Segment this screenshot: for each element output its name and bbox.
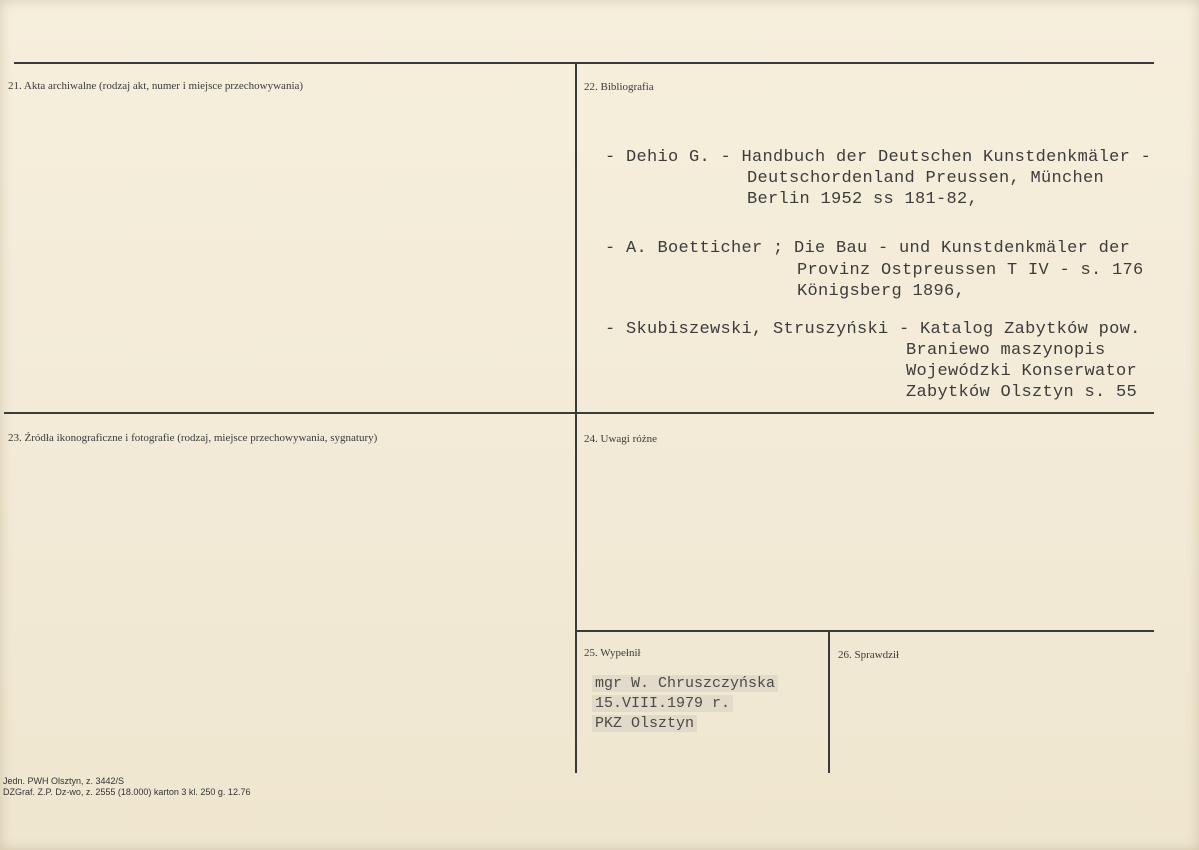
bib-line: Berlin 1952 ss 181-82, — [747, 190, 979, 209]
field-24-label: 24. Uwagi różne — [584, 433, 658, 445]
bib-line: - A. Boetticher ; Die Bau - und Kunstdenkmäler der — [605, 239, 1131, 258]
printer-imprint-line-1: Jedn. PWH Olsztyn, z. 3442/S — [3, 776, 125, 786]
bib-line: Königsberg 1896, — [797, 282, 966, 301]
bib-line: - Dehio G. - Handbuch der Deutschen Kunstdenkmäler - — [605, 148, 1152, 167]
filled-by-date: 15.VIII.1979 r. — [592, 695, 733, 712]
field-23-label: 23. Źródła ikonograficzne i fotografie (rodzaj, miejsce przechowywania, sygnatury) — [8, 432, 378, 444]
center-divider — [575, 63, 577, 773]
filled-by-name: mgr W. Chruszczyńska — [592, 675, 778, 692]
field-21-label: 21. Akta archiwalne (rodzaj akt, numer i miejsce przechowywania) — [8, 80, 304, 92]
middle-rule — [4, 412, 1154, 414]
top-rule — [14, 62, 1154, 64]
field-22-label: 22. Bibliografia — [584, 81, 654, 93]
bib-line: Wojewódzki Konserwator — [906, 362, 1138, 381]
bib-line: - Skubiszewski, Struszyński - Katalog Zabytków pow. — [605, 320, 1141, 339]
bib-line: Provinz Ostpreussen T IV - s. 176 — [797, 261, 1144, 280]
field-25-label: 25. Wypełnił — [584, 647, 641, 659]
signature-divider — [828, 631, 830, 773]
bib-line: Deutschordenland Preussen, München — [747, 169, 1105, 188]
bib-line: Zabytków Olsztyn s. 55 — [906, 383, 1138, 402]
printer-imprint-line-2: DZGraf. Z.P. Dz-wo, z. 2555 (18.000) karton 3 kl. 250 g. 12.76 — [3, 787, 251, 797]
lower-right-rule — [576, 630, 1154, 632]
filled-by-office: PKZ Olsztyn — [592, 715, 697, 732]
bib-line: Braniewo maszynopis — [906, 341, 1106, 360]
field-26-label: 26. Sprawdził — [838, 649, 900, 661]
